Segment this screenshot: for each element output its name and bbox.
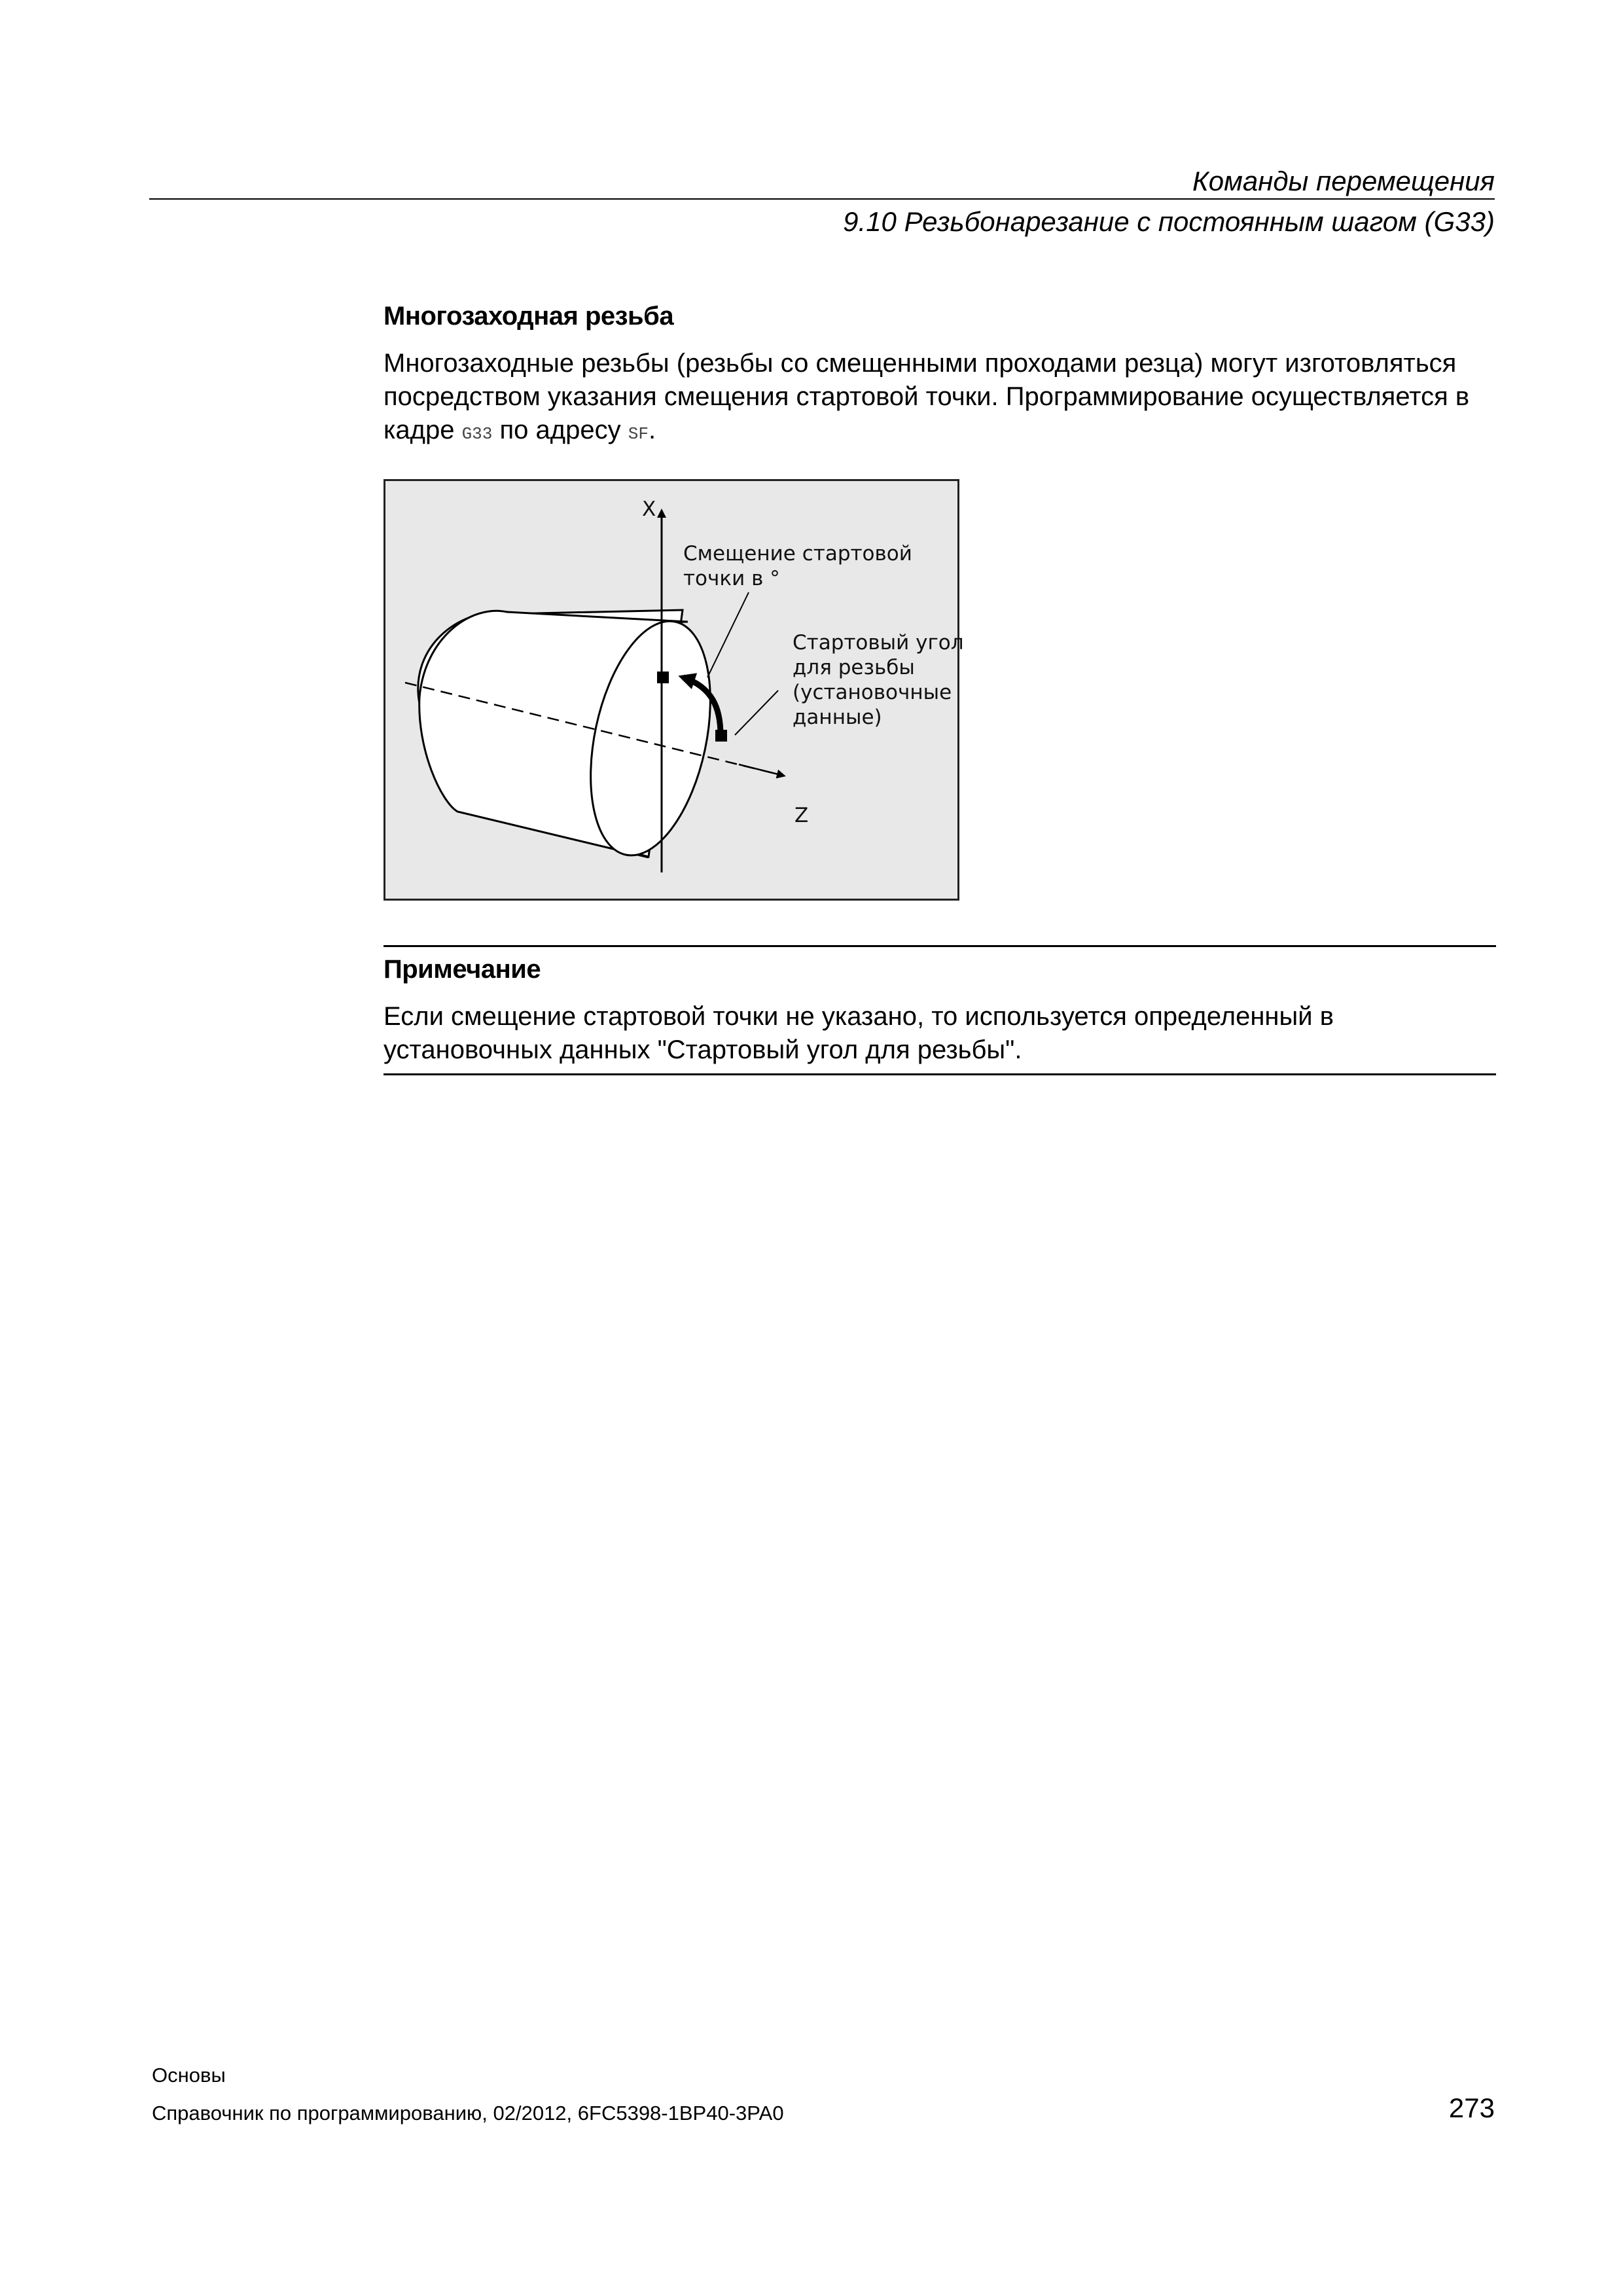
code-sf: SF xyxy=(628,424,649,444)
thread-diagram xyxy=(383,479,964,901)
section-title: Многозаходная резьба xyxy=(383,302,674,331)
code-g33: G33 xyxy=(461,424,493,444)
note-title: Примечание xyxy=(383,955,541,984)
angle-leader-line xyxy=(735,691,778,735)
note-bottom-rule xyxy=(383,1073,1496,1075)
header-rule xyxy=(149,198,1495,200)
note-text: Если смещение стартовой точки не указано, то используется определенный в установочных данных "Стартовый угол для резьбы". xyxy=(383,1002,1334,1064)
offset-point-marker xyxy=(715,730,727,742)
z-axis-arrow xyxy=(739,764,783,776)
page-number: 273 xyxy=(1448,2092,1495,2123)
z-axis-label: Z xyxy=(794,804,809,827)
angle-label-line-4: данные) xyxy=(793,706,882,729)
offset-leader-line xyxy=(707,592,749,677)
offset-label-line-1: Смещение стартовой xyxy=(683,542,912,565)
paragraph-text-2: по адресу xyxy=(492,416,628,444)
section-paragraph xyxy=(383,347,1509,451)
paragraph-text-3: . xyxy=(648,416,656,444)
running-header-section: 9.10 Резьбонарезание с постоянным шагом (G33) xyxy=(843,206,1495,237)
footer-reference: Справочник по программированию, 02/2012, 6FC5398-1BP40-3PA0 xyxy=(152,2102,784,2125)
angle-label-line-2: для резьбы xyxy=(793,656,915,679)
paragraph-text-1: Многозаходные резьбы (резьбы со смещенными проходами резца) могут изготовляться посредством указания смещения стартовой точки. Программирование осуществляется в кадре xyxy=(383,349,1470,444)
x-axis-label: X xyxy=(642,497,656,521)
angle-label-line-3: (установочные xyxy=(793,681,952,704)
running-header-chapter: Команды перемещения xyxy=(1192,166,1495,196)
note-top-rule xyxy=(383,945,1496,947)
footer-book-title: Основы xyxy=(152,2064,226,2087)
start-point-marker xyxy=(657,672,669,683)
offset-label-line-2: точки в ° xyxy=(683,567,780,590)
angle-label-line-1: Стартовый угол xyxy=(793,631,964,655)
